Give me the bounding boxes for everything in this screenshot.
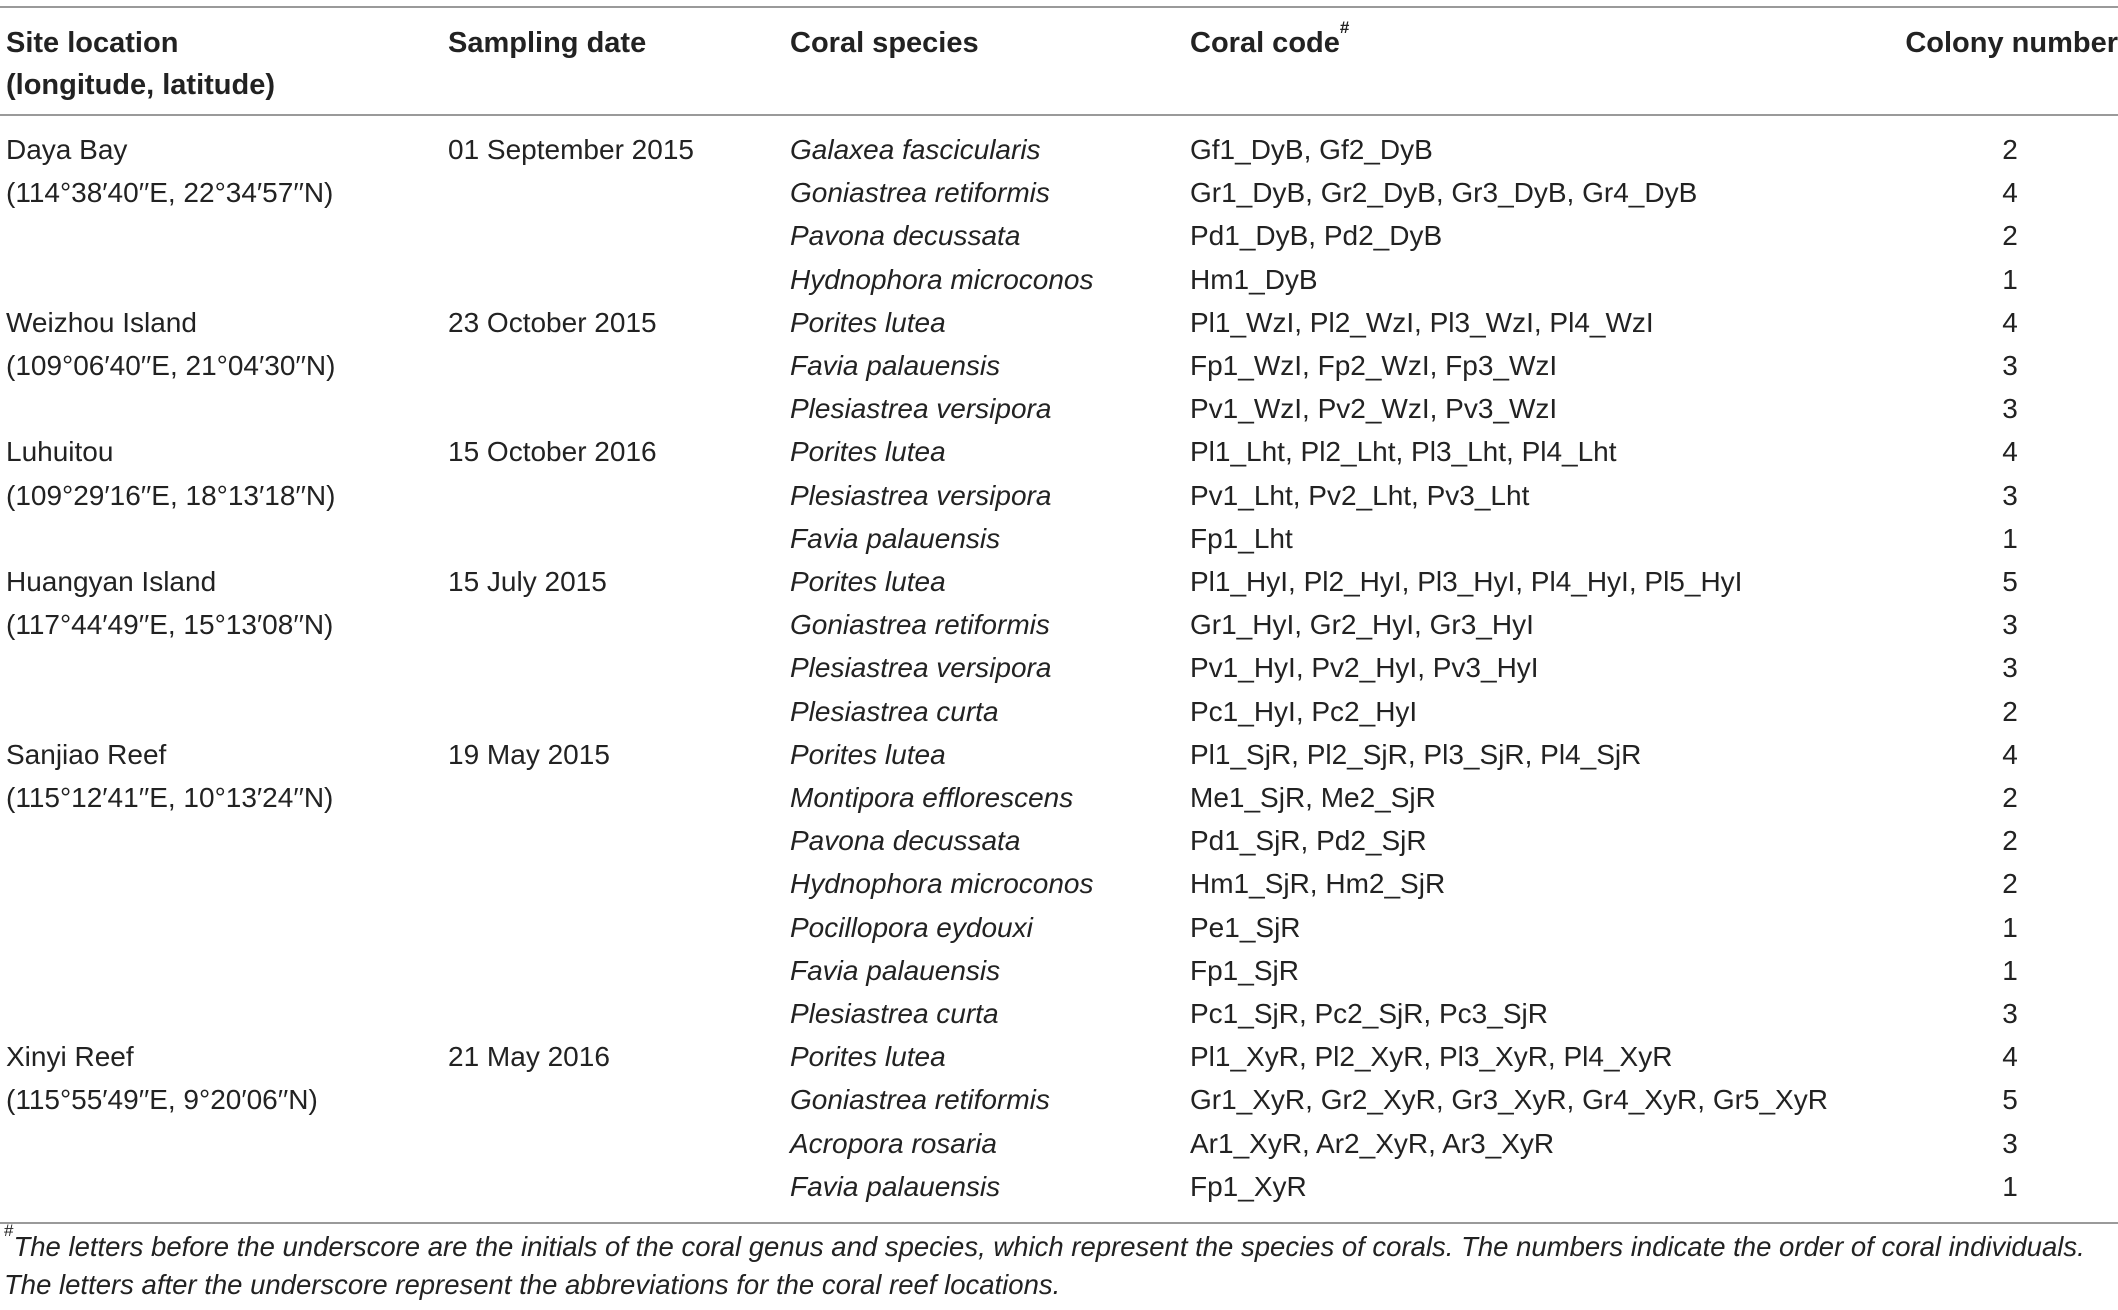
colony-number-cell: 2 xyxy=(2002,134,2018,165)
site-name: Daya Bay xyxy=(6,134,128,165)
table-row xyxy=(0,258,2118,301)
site-name: Huangyan Island xyxy=(6,566,217,597)
coral-species-cell: Favia palauensis xyxy=(790,954,1001,986)
colony-number-cell: 2 xyxy=(2002,825,2018,857)
colony-number-cell: 2 xyxy=(2002,695,2018,727)
colony-number-cell: 3 xyxy=(2002,393,2018,425)
table-row xyxy=(0,603,2118,646)
sampling-date-cell: 23 October 2015 xyxy=(448,306,657,338)
colony-number-cell: 3 xyxy=(2002,350,2018,381)
colony-number-cell: 5 xyxy=(2002,1084,2018,1116)
coral-code-cell: Me1_SjR, Me2_SjR xyxy=(1190,782,1436,813)
colony-number-cell: 1 xyxy=(2002,1170,2018,1202)
coral-code-cell: Pv1_HyI, Pv2_HyI, Pv3_HyI xyxy=(1190,652,1539,684)
coral-species-cell: Pocillopora eydouxi xyxy=(790,911,1033,943)
table-row xyxy=(0,214,2118,257)
coral-code-cell: Pd1_SjR, Pd2_SjR xyxy=(1190,825,1427,857)
coral-species-cell: Favia palauensis xyxy=(790,350,1001,381)
coral-code-cell: Hm1_DyB xyxy=(1190,263,1318,295)
table-row xyxy=(0,1078,2118,1121)
header-rule xyxy=(0,114,2118,116)
table-row xyxy=(0,301,2118,344)
header-coral-code xyxy=(1190,18,1910,64)
colony-number-cell: 2 xyxy=(2002,868,2018,900)
header-site-location xyxy=(6,22,436,106)
coral-code-cell: Gr1_HyI, Gr2_HyI, Gr3_HyI xyxy=(1190,609,1534,641)
colony-number-cell: 4 xyxy=(2002,1041,2018,1073)
header-coral-code-label: Coral code xyxy=(1190,27,1340,59)
table-row xyxy=(0,906,2118,949)
colony-number-cell: 2 xyxy=(2002,782,2018,813)
table-row xyxy=(0,1165,2118,1208)
site-coordinates: (117°44′49′′E, 15°13′08′′N) xyxy=(6,609,334,641)
coral-species-cell: Plesiastrea curta xyxy=(790,695,999,727)
coral-code-cell: Pv1_Lht, Pv2_Lht, Pv3_Lht xyxy=(1190,479,1530,511)
site-name: Sanjiao Reef xyxy=(6,738,167,770)
table-row xyxy=(0,474,2118,517)
coral-species-cell: Goniastrea retiformis xyxy=(790,1084,1050,1116)
coral-species-cell: Montipora efflorescens xyxy=(790,782,1074,813)
footnote-text-1: The letters before the underscore are the initials of the coral genus and species, which represent the species of corals. The numbers indicate the order of coral individuals. xyxy=(13,1231,2085,1262)
table-row xyxy=(0,171,2118,214)
colony-number-cell: 4 xyxy=(2002,177,2018,209)
sampling-date-cell: 19 May 2015 xyxy=(448,738,610,770)
colony-number-cell: 3 xyxy=(2002,1127,2018,1159)
coral-species-cell: Porites lutea xyxy=(790,1041,946,1073)
coral-species-cell: Plesiastrea versipora xyxy=(790,479,1052,511)
coral-species-cell: Pavona decussata xyxy=(790,825,1021,857)
header-site-line1: Site location xyxy=(6,27,179,59)
coral-code-cell: Pl1_SjR, Pl2_SjR, Pl3_SjR, Pl4_SjR xyxy=(1190,738,1642,770)
coral-code-cell: Gr1_XyR, Gr2_XyR, Gr3_XyR, Gr4_XyR, Gr5_XyR xyxy=(1190,1084,1828,1116)
table-row xyxy=(0,776,2118,819)
coral-species-cell: Galaxea fascicularis xyxy=(790,134,1041,165)
coral-code-cell: Pc1_HyI, Pc2_HyI xyxy=(1190,695,1418,727)
coral-code-cell: Fp1_Lht xyxy=(1190,522,1293,554)
table-row xyxy=(0,128,2118,171)
coral-species-cell: Plesiastrea curta xyxy=(790,998,999,1029)
header-footnote-mark: # xyxy=(1339,18,1350,38)
header-colony-number: Colony number xyxy=(1905,27,2118,59)
colony-number-cell: 1 xyxy=(2002,954,2018,986)
colony-number-cell: 2 xyxy=(2002,220,2018,252)
colony-number-cell: 3 xyxy=(2002,998,2018,1029)
coral-code-cell: Pl1_HyI, Pl2_HyI, Pl3_HyI, Pl4_HyI, Pl5_HyI xyxy=(1190,566,1743,597)
colony-number-cell: 1 xyxy=(2002,263,2018,295)
coral-species-cell: Pavona decussata xyxy=(790,220,1021,252)
site-name: Weizhou Island xyxy=(6,306,197,338)
coral-species-cell: Favia palauensis xyxy=(790,522,1001,554)
coral-code-cell: Pl1_XyR, Pl2_XyR, Pl3_XyR, Pl4_XyR xyxy=(1190,1041,1673,1073)
coral-code-cell: Pl1_WzI, Pl2_WzI, Pl3_WzI, Pl4_WzI xyxy=(1190,306,1654,338)
colony-number-cell: 3 xyxy=(2002,652,2018,684)
coral-code-cell: Gf1_DyB, Gf2_DyB xyxy=(1190,134,1433,165)
colony-number-cell: 4 xyxy=(2002,306,2018,338)
coral-species-cell: Porites lutea xyxy=(790,436,946,468)
colony-number-cell: 1 xyxy=(2002,522,2018,554)
colony-number-cell: 1 xyxy=(2002,911,2018,943)
coral-species-cell: Favia palauensis xyxy=(790,1170,1001,1202)
coral-species-cell: Goniastrea retiformis xyxy=(790,609,1050,641)
table-row xyxy=(0,430,2118,473)
site-name: Xinyi Reef xyxy=(6,1041,134,1073)
coral-species-cell: Porites lutea xyxy=(790,566,946,597)
table-row xyxy=(0,1035,2118,1078)
coral-code-cell: Pe1_SjR xyxy=(1190,911,1301,943)
site-coordinates: (114°38′40′′E, 22°34′57′′N) xyxy=(6,177,334,209)
table-row xyxy=(0,344,2118,387)
sampling-date-cell: 21 May 2016 xyxy=(448,1041,610,1073)
coral-code-cell: Hm1_SjR, Hm2_SjR xyxy=(1190,868,1446,900)
table-row xyxy=(0,819,2118,862)
coral-code-cell: Gr1_DyB, Gr2_DyB, Gr3_DyB, Gr4_DyB xyxy=(1190,177,1698,209)
sampling-date-cell: 15 October 2016 xyxy=(448,436,657,468)
table-row xyxy=(0,560,2118,603)
sampling-date-cell: 01 September 2015 xyxy=(448,134,694,165)
coral-species-cell: Hydnophora microconos xyxy=(790,263,1094,295)
table-row xyxy=(0,387,2118,430)
colony-number-cell: 5 xyxy=(2002,566,2018,597)
sampling-date-cell: 15 July 2015 xyxy=(448,566,607,597)
footnote-mark: # xyxy=(4,1220,14,1240)
coral-species-cell: Plesiastrea versipora xyxy=(790,393,1052,425)
coral-species-cell: Acropora rosaria xyxy=(790,1127,997,1159)
table-row xyxy=(0,733,2118,776)
site-name: Luhuitou xyxy=(6,436,114,468)
colony-number-cell: 4 xyxy=(2002,436,2018,468)
coral-species-cell: Porites lutea xyxy=(790,738,946,770)
coral-species-cell: Plesiastrea versipora xyxy=(790,652,1052,684)
coral-species-cell: Goniastrea retiformis xyxy=(790,177,1050,209)
coral-code-cell: Fp1_WzI, Fp2_WzI, Fp3_WzI xyxy=(1190,350,1558,381)
footnote-line1 xyxy=(4,1220,2114,1266)
table-footnote xyxy=(4,1220,2114,1304)
table-row xyxy=(0,949,2118,992)
coral-species-cell: Hydnophora microconos xyxy=(790,868,1094,900)
coral-code-cell: Pl1_Lht, Pl2_Lht, Pl3_Lht, Pl4_Lht xyxy=(1190,436,1617,468)
footnote-line2: The letters after the underscore represent the abbreviations for the coral reef locations. xyxy=(4,1269,1061,1300)
table-bottom-rule xyxy=(0,1222,2118,1224)
table-row xyxy=(0,690,2118,733)
table-row xyxy=(0,646,2118,689)
table-row xyxy=(0,517,2118,560)
site-coordinates: (115°12′41′′E, 10°13′24′′N) xyxy=(6,782,334,813)
colony-number-cell: 3 xyxy=(2002,609,2018,641)
colony-number-cell: 4 xyxy=(2002,738,2018,770)
table-row xyxy=(0,1122,2118,1165)
coral-code-cell: Ar1_XyR, Ar2_XyR, Ar3_XyR xyxy=(1190,1127,1555,1159)
site-coordinates: (109°29′16′′E, 18°13′18′′N) xyxy=(6,479,336,511)
coral-species-cell: Porites lutea xyxy=(790,306,946,338)
coral-code-cell: Fp1_XyR xyxy=(1190,1170,1307,1202)
site-coordinates: (109°06′40′′E, 21°04′30′′N) xyxy=(6,350,336,381)
table-header xyxy=(0,0,2118,114)
colony-number-cell: 3 xyxy=(2002,479,2018,511)
coral-code-cell: Pc1_SjR, Pc2_SjR, Pc3_SjR xyxy=(1190,998,1548,1029)
coral-code-cell: Pd1_DyB, Pd2_DyB xyxy=(1190,220,1443,252)
table-row xyxy=(0,992,2118,1035)
header-sampling-date: Sampling date xyxy=(448,27,647,59)
coral-code-cell: Pv1_WzI, Pv2_WzI, Pv3_WzI xyxy=(1190,393,1558,425)
table-row xyxy=(0,862,2118,905)
header-coral-species: Coral species xyxy=(790,27,979,59)
coral-code-cell: Fp1_SjR xyxy=(1190,954,1299,986)
site-coordinates: (115°55′49′′E, 9°20′06′′N) xyxy=(6,1084,318,1116)
header-site-line2: (longitude, latitude) xyxy=(6,69,276,101)
